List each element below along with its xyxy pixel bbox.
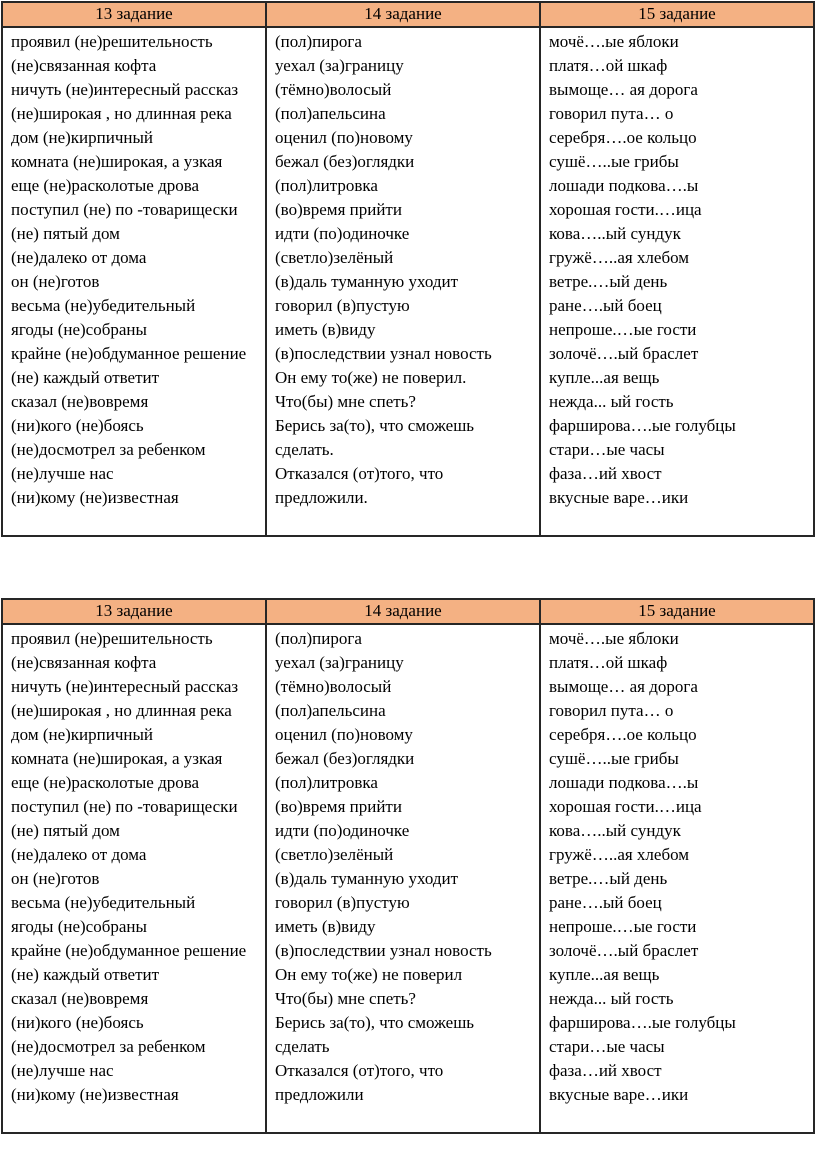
task-item-line: фарширова….ые голубцы: [549, 1013, 736, 1032]
column-header-task-15: 15 задание: [540, 2, 814, 27]
task-item-line: он (не)готов: [11, 272, 100, 291]
task-item-line: ягоды (не)собраны: [11, 320, 147, 339]
task-item-line: проявил (не)решительность: [11, 629, 213, 648]
body-row: [2, 624, 814, 1133]
task-item-line: еще (не)расколотые дрова: [11, 176, 200, 195]
task-item-line: сделать: [275, 1037, 330, 1056]
task-item-line: (не)лучше нас: [11, 464, 114, 483]
task-item-line: (пол)апельсина: [275, 104, 386, 123]
task-item-line: серебря….ое кольцо: [549, 725, 697, 744]
task-item-line: (ни)кого (не)боясь: [11, 1013, 144, 1032]
task-item-line: Что(бы) мне спеть?: [275, 392, 416, 411]
task-item-line: (в)даль туманную уходит: [275, 869, 459, 888]
column-header-task-13: 13 задание: [2, 599, 266, 624]
task-item-line: платя…ой шкаф: [549, 653, 668, 672]
task-item-line: мочё….ые яблоки: [549, 629, 679, 648]
task-item-line: непроше.…ые гости: [549, 320, 697, 339]
task-item-line: ране….ый боец: [549, 296, 662, 315]
task-13-cell: [2, 624, 266, 1133]
task-item-line: говорил (в)пустую: [275, 893, 410, 912]
task-item-line: мочё….ые яблоки: [549, 32, 679, 51]
task-item-line: купле...ая вещь: [549, 368, 660, 387]
header-row: [2, 2, 814, 27]
column-header-task-14: 14 задание: [266, 2, 540, 27]
task-item-line: иметь (в)виду: [275, 917, 376, 936]
task-item-line: оценил (по)новому: [275, 725, 413, 744]
task-13-cell: [2, 27, 266, 536]
task-item-line: фарширова….ые голубцы: [549, 416, 736, 435]
task-item-line: комната (не)широкая, а узкая: [11, 749, 223, 768]
task-item-line: ране….ый боец: [549, 893, 662, 912]
task-item-line: иметь (в)виду: [275, 320, 376, 339]
task-item-line: золочё….ый браслет: [549, 344, 699, 363]
task-item-line: (ни)кому (не)известная: [11, 488, 179, 507]
task-item-line: идти (по)одиночке: [275, 224, 410, 243]
task-item-line: сказал (не)вовремя: [11, 392, 149, 411]
task-item-line: вымоще… ая дорога: [549, 80, 698, 99]
task-item-line: уехал (за)границу: [275, 653, 404, 672]
task-item-line: хорошая гости.…ица: [549, 797, 702, 816]
body-row: [2, 27, 814, 536]
task-14-cell: [266, 27, 540, 536]
task-item-line: золочё….ый браслет: [549, 941, 699, 960]
task-item-line: бежал (без)оглядки: [275, 152, 415, 171]
task-item-line: Он ему то(же) не поверил: [275, 965, 463, 984]
task-item-line: сделать.: [275, 440, 334, 459]
task-item-line: бежал (без)оглядки: [275, 749, 415, 768]
task-item-line: серебря….ое кольцо: [549, 128, 697, 147]
task-item-line: (не) пятый дом: [11, 821, 120, 840]
task-item-line: ничуть (не)интересный рассказ: [11, 677, 239, 696]
task-item-line: (не) каждый ответит: [11, 368, 160, 387]
task-item-line: сказал (не)вовремя: [11, 989, 149, 1008]
task-item-line: весьма (не)убедительный: [11, 296, 196, 315]
task-item-line: (пол)апельсина: [275, 701, 386, 720]
task-item-line: (не)широкая , но длинная река: [11, 701, 232, 720]
task-item-line: нежда... ый гость: [549, 989, 674, 1008]
task-item-line: (не)связанная кофта: [11, 653, 157, 672]
task-item-line: (пол)пирога: [275, 32, 362, 51]
task-item-line: говорил пута… о: [549, 701, 674, 720]
task-item-line: стари…ые часы: [549, 440, 665, 459]
task-item-line: (в)даль туманную уходит: [275, 272, 459, 291]
task-item-line: он (не)готов: [11, 869, 100, 888]
task-item-line: вкусные варе…ики: [549, 1085, 689, 1104]
task-item-line: (не)досмотрел за ребенком: [11, 440, 206, 459]
task-item-line: ничуть (не)интересный рассказ: [11, 80, 239, 99]
task-item-line: (в)последствии узнал новость: [275, 941, 492, 960]
task-item-line: вымоще… ая дорога: [549, 677, 698, 696]
task-item-line: платя…ой шкаф: [549, 56, 668, 75]
task-item-line: дом (не)кирпичный: [11, 128, 154, 147]
task-item-line: ветре.…ый день: [549, 869, 668, 888]
task-item-line: нежда... ый гость: [549, 392, 674, 411]
task-item-line: (светло)зелёный: [275, 248, 394, 267]
task-item-line: фаза…ий хвост: [549, 1061, 662, 1080]
task-item-line: кова…..ый сундук: [549, 224, 681, 243]
task-item-line: уехал (за)границу: [275, 56, 404, 75]
task-item-line: (пол)литровка: [275, 773, 378, 792]
task-item-line: комната (не)широкая, а узкая: [11, 152, 223, 171]
task-item-line: (тёмно)волосый: [275, 677, 392, 696]
task-item-line: лошади подкова….ы: [549, 773, 699, 792]
task-item-line: (не)досмотрел за ребенком: [11, 1037, 206, 1056]
task-item-line: (тёмно)волосый: [275, 80, 392, 99]
task-item-line: (пол)пирога: [275, 629, 362, 648]
task-item-line: вкусные варе…ики: [549, 488, 689, 507]
task-item-line: (светло)зелёный: [275, 845, 394, 864]
header-row: [2, 599, 814, 624]
column-header-task-15: 15 задание: [540, 599, 814, 624]
task-item-line: фаза…ий хвост: [549, 464, 662, 483]
task-item-line: купле...ая вещь: [549, 965, 660, 984]
task-item-line: Берись за(то), что сможешь: [275, 1013, 475, 1032]
task-item-line: дом (не)кирпичный: [11, 725, 154, 744]
task-item-line: кова…..ый сундук: [549, 821, 681, 840]
task-item-line: (не)лучше нас: [11, 1061, 114, 1080]
task-item-line: непроше.…ые гости: [549, 917, 697, 936]
task-item-line: (не)далеко от дома: [11, 248, 147, 267]
task-item-line: хорошая гости.…ица: [549, 200, 702, 219]
task-item-line: идти (по)одиночке: [275, 821, 410, 840]
tasks-table-bottom: [1, 598, 815, 1134]
task-item-line: ветре.…ый день: [549, 272, 668, 291]
tasks-table-top: [1, 1, 815, 537]
task-item-line: оценил (по)новому: [275, 128, 413, 147]
task-item-line: (ни)кому (не)известная: [11, 1085, 179, 1104]
task-item-line: ягоды (не)собраны: [11, 917, 147, 936]
task-item-line: Что(бы) мне спеть?: [275, 989, 416, 1008]
task-item-line: (не)далеко от дома: [11, 845, 147, 864]
task-item-line: (пол)литровка: [275, 176, 378, 195]
task-item-line: крайне (не)обдуманное решение: [11, 941, 247, 960]
task-15-cell: [540, 624, 814, 1133]
task-item-line: еще (не)расколотые дрова: [11, 773, 200, 792]
task-item-line: говорил пута… о: [549, 104, 674, 123]
task-item-line: лошади подкова….ы: [549, 176, 699, 195]
task-14-cell: [266, 624, 540, 1133]
task-item-line: предложили: [275, 1085, 364, 1104]
task-item-line: (не)широкая , но длинная река: [11, 104, 232, 123]
column-header-task-14: 14 задание: [266, 599, 540, 624]
task-item-line: (не) каждый ответит: [11, 965, 160, 984]
task-15-cell: [540, 27, 814, 536]
task-item-line: Он ему то(же) не поверил.: [275, 368, 467, 387]
task-item-line: Отказался (от)того, что: [275, 464, 444, 483]
task-item-line: поступил (не) по -товарищески: [11, 200, 238, 219]
task-item-line: (во)время прийти: [275, 797, 402, 816]
task-item-line: (ни)кого (не)боясь: [11, 416, 144, 435]
column-header-task-13: 13 задание: [2, 2, 266, 27]
task-item-line: Берись за(то), что сможешь: [275, 416, 475, 435]
task-item-line: гружё…..ая хлебом: [549, 845, 690, 864]
task-item-line: стари…ые часы: [549, 1037, 665, 1056]
task-item-line: поступил (не) по -товарищески: [11, 797, 238, 816]
task-item-line: Отказался (от)того, что: [275, 1061, 444, 1080]
task-item-line: (во)время прийти: [275, 200, 402, 219]
task-item-line: (в)последствии узнал новость: [275, 344, 492, 363]
task-item-line: (не) пятый дом: [11, 224, 120, 243]
task-item-line: крайне (не)обдуманное решение: [11, 344, 247, 363]
task-item-line: (не)связанная кофта: [11, 56, 157, 75]
task-item-line: весьма (не)убедительный: [11, 893, 196, 912]
task-item-line: предложили.: [275, 488, 368, 507]
task-item-line: сушё…..ые грибы: [549, 152, 679, 171]
task-item-line: сушё…..ые грибы: [549, 749, 679, 768]
task-item-line: гружё…..ая хлебом: [549, 248, 690, 267]
task-item-line: говорил (в)пустую: [275, 296, 410, 315]
task-item-line: проявил (не)решительность: [11, 32, 213, 51]
